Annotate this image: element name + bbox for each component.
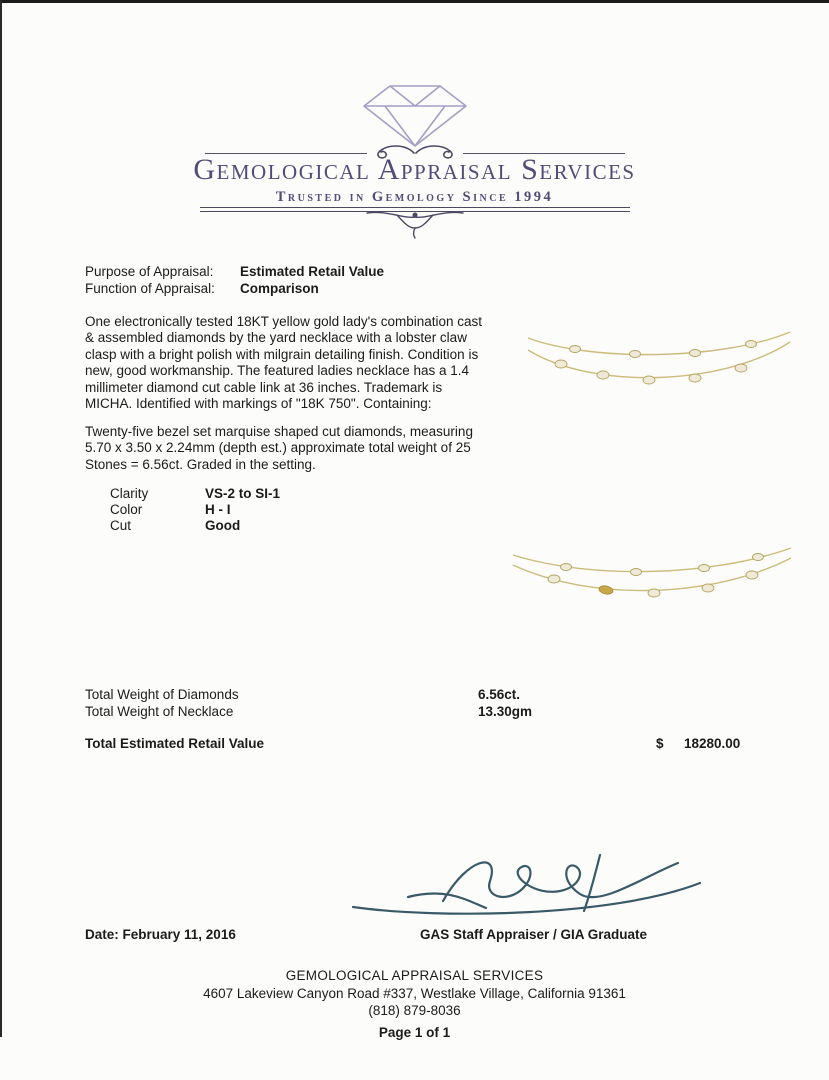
total-weight-necklace-label: Total Weight of Necklace xyxy=(85,704,234,719)
company-title: Gemological Appraisal Services xyxy=(193,153,636,186)
function-value: Comparison xyxy=(240,280,319,296)
clasp xyxy=(598,585,613,596)
total-retail-value-label: Total Estimated Retail Value xyxy=(85,736,265,751)
color-value: H - I xyxy=(205,502,231,518)
grading-row-clarity xyxy=(110,486,280,502)
total-retail-currency: $ xyxy=(656,736,664,751)
footer-phone: (818) 879-8036 xyxy=(368,1003,461,1018)
item-description-paragraph: One electronically tested 18KT yellow gold lady's combination cast & assembled diamonds by the yard necklace with a lobster claw clasp with a bright polish with milgrain detailing finish. Condition is new, good workmanship. The featured ladies necklace has a 1.4 millimeter diamond cut cable link at 36 inches. Trademark is MICHA. Identified with markings of "18K 750". Containing: xyxy=(85,314,483,412)
footer-address: 4607 Lakeview Canyon Road #337, Westlake Village, California 91361 xyxy=(203,985,626,1001)
appraiser-title-line: GAS Staff Appraiser / GIA Graduate xyxy=(420,927,648,942)
grading-row-cut xyxy=(110,518,280,534)
clarity-value: VS-2 to SI-1 xyxy=(205,486,281,501)
purpose-label: Purpose of Appraisal: xyxy=(85,264,214,279)
purpose-row xyxy=(85,264,384,281)
necklace-photo-1 xyxy=(523,320,795,413)
total-weight-diamonds-label: Total Weight of Diamonds xyxy=(85,687,239,702)
scan-edge-top xyxy=(0,0,829,3)
date-line: Date: February 11, 2016 xyxy=(85,927,236,942)
footer-page-number: Page 1 of 1 xyxy=(378,1024,451,1040)
grading-table xyxy=(110,486,280,535)
purpose-value: Estimated Retail Value xyxy=(240,264,385,279)
appraiser-signature xyxy=(348,845,708,930)
appraisal-meta xyxy=(85,264,384,297)
clarity-label: Clarity xyxy=(110,486,149,501)
header-bottom-ornament-icon xyxy=(359,210,471,245)
footer-company: GEMOLOGICAL APPRAISAL SERVICES xyxy=(285,968,544,983)
necklace-photo-2 xyxy=(508,540,796,623)
total-retail-value: 18280.00 xyxy=(684,736,741,751)
company-tagline: Trusted in Gemology Since 1994 xyxy=(275,189,554,205)
grading-row-color xyxy=(110,502,280,518)
cut-value: Good xyxy=(205,518,241,534)
color-label: Color xyxy=(110,502,143,518)
diamond-description-paragraph: Twenty-five bezel set marquise shaped cut diamonds, measuring 5.70 x 3.50 x 2.24mm (depth est.) approximate total weight of 25 Stones = 6.56ct. Graded in the setting. xyxy=(85,424,473,472)
total-weight-necklace-value: 13.30gm xyxy=(478,704,533,719)
function-label: Function of Appraisal: xyxy=(85,280,215,296)
function-row xyxy=(85,281,384,298)
footer xyxy=(0,967,829,1041)
total-weight-diamonds-value: 6.56ct. xyxy=(478,687,521,702)
cut-label: Cut xyxy=(110,518,132,534)
